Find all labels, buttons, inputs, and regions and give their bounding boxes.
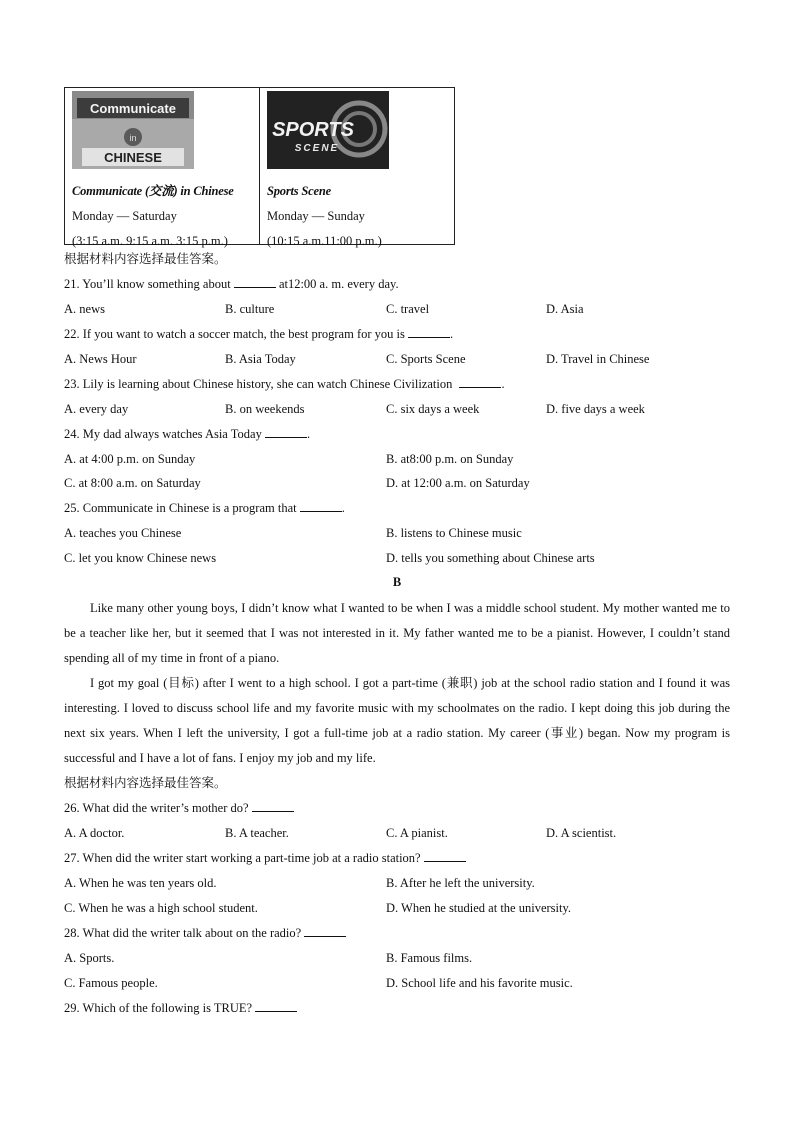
- svg-text:SCENE: SCENE: [294, 143, 340, 154]
- option-b[interactable]: B. A teacher.: [225, 826, 289, 840]
- option-d[interactable]: D. at 12:00 a.m. on Saturday: [386, 476, 530, 490]
- program-times: (3:15 a.m. 9:15 a.m. 3:15 p.m.): [72, 234, 228, 248]
- option-c[interactable]: C. travel: [386, 302, 430, 316]
- option-d[interactable]: D. Asia: [546, 302, 584, 316]
- program-name: Sports Scene: [267, 184, 331, 198]
- option-b[interactable]: B. on weekends: [225, 402, 305, 416]
- option-b[interactable]: B. at8:00 p.m. on Sunday: [386, 452, 514, 466]
- question-21: 21. You’ll know something about at12:00 a. m. every day.: [64, 277, 399, 291]
- svg-text:Communicate: Communicate: [90, 101, 176, 116]
- answer-blank[interactable]: [252, 800, 294, 812]
- option-c[interactable]: C. six days a week: [386, 402, 480, 416]
- question-23: 23. Lily is learning about Chinese history, she can watch Chinese Civilization .: [64, 377, 505, 391]
- program-times: (10:15 a.m.11:00 p.m.): [267, 234, 382, 248]
- option-b[interactable]: B. listens to Chinese music: [386, 526, 522, 540]
- program-table: [64, 87, 455, 248]
- question-27: 27. When did the writer start working a part-time job at a radio station?: [64, 850, 466, 866]
- answer-blank[interactable]: [234, 276, 276, 288]
- option-a[interactable]: A. news: [64, 302, 105, 316]
- section-b-title: B: [392, 575, 402, 589]
- program-communicate: [65, 88, 259, 248]
- option-a[interactable]: A. at 4:00 p.m. on Sunday: [64, 452, 196, 466]
- question-22: 22. If you want to watch a soccer match, the best program for you is .: [64, 327, 454, 341]
- option-d[interactable]: D. School life and his favorite music.: [386, 976, 573, 990]
- option-c[interactable]: C. let you know Chinese news: [64, 551, 217, 565]
- answer-blank[interactable]: [459, 376, 501, 388]
- option-d[interactable]: D. Travel in Chinese: [546, 352, 650, 366]
- option-a[interactable]: A. Sports.: [64, 951, 115, 965]
- sports-scene-logo: [267, 91, 389, 169]
- program-days: Monday — Saturday: [72, 209, 177, 223]
- answer-blank[interactable]: [265, 426, 307, 438]
- option-c[interactable]: C. A pianist.: [386, 826, 448, 840]
- program-days: Monday — Sunday: [267, 209, 365, 223]
- option-b[interactable]: B. Famous films.: [386, 951, 473, 965]
- option-c[interactable]: C. at 8:00 a.m. on Saturday: [64, 476, 201, 490]
- answer-blank[interactable]: [408, 326, 450, 338]
- option-a[interactable]: A. News Hour: [64, 352, 137, 366]
- answer-blank[interactable]: [304, 925, 346, 937]
- question-28: 28. What did the writer talk about on the radio?: [64, 925, 346, 941]
- option-a[interactable]: A. When he was ten years old.: [64, 876, 217, 890]
- option-a[interactable]: A. A doctor.: [64, 826, 125, 840]
- passage-paragraph-2: I got my goal (目标) after I went to a high school. I got a part-time (兼职) job at the school radio station and I found it was interesting. I loved to discuss school life and my favorite music with my schoolmates on the radio. I kept doing this job during the next six years. When I left the university, I got a full-time job at a radio station. My career (事业) began. Now my program is successful and I have a lot of fans. I enjoy my job and my life.: [64, 676, 730, 765]
- program-name: Communicate (交流) in Chinese: [72, 184, 234, 198]
- instruction-a: 根据材料内容选择最佳答案。: [64, 252, 227, 266]
- answer-blank[interactable]: [424, 850, 466, 862]
- option-d[interactable]: D. tells you something about Chinese arts: [386, 551, 595, 565]
- option-c[interactable]: C. Sports Scene: [386, 352, 466, 366]
- question-25: 25. Communicate in Chinese is a program that .: [64, 501, 345, 515]
- option-c[interactable]: C. Famous people.: [64, 976, 158, 990]
- program-sports-scene: [259, 88, 454, 248]
- svg-text:CHINESE: CHINESE: [104, 150, 162, 165]
- question-26: 26. What did the writer’s mother do?: [64, 800, 294, 816]
- question-29: 29. Which of the following is TRUE?: [64, 1000, 297, 1016]
- question-24: 24. My dad always watches Asia Today .: [64, 427, 311, 441]
- svg-text:SPORTS: SPORTS: [272, 119, 354, 141]
- option-a[interactable]: A. teaches you Chinese: [64, 526, 182, 540]
- option-a[interactable]: A. every day: [64, 402, 129, 416]
- option-c[interactable]: C. When he was a high school student.: [64, 901, 258, 915]
- answer-blank[interactable]: [300, 500, 342, 512]
- option-d[interactable]: D. five days a week: [546, 402, 645, 416]
- instruction-b: 根据材料内容选择最佳答案。: [64, 776, 227, 790]
- option-d[interactable]: D. A scientist.: [546, 826, 617, 840]
- option-b[interactable]: B. culture: [225, 302, 275, 316]
- communicate-in-chinese-logo: [72, 91, 194, 169]
- option-b[interactable]: B. Asia Today: [225, 352, 296, 366]
- passage-paragraph-1: Like many other young boys, I didn’t know what I wanted to be when I was a middle school student. My mother wanted me to be a teacher like her, but it seemed that I was not interested in it. My father wanted me to be a pianist. However, I couldn’t stand spending all of my time in front of a piano.: [64, 601, 730, 665]
- svg-text:in: in: [129, 133, 137, 143]
- option-b[interactable]: B. After he left the university.: [386, 876, 535, 890]
- option-d[interactable]: D. When he studied at the university.: [386, 901, 572, 915]
- answer-blank[interactable]: [255, 1000, 297, 1012]
